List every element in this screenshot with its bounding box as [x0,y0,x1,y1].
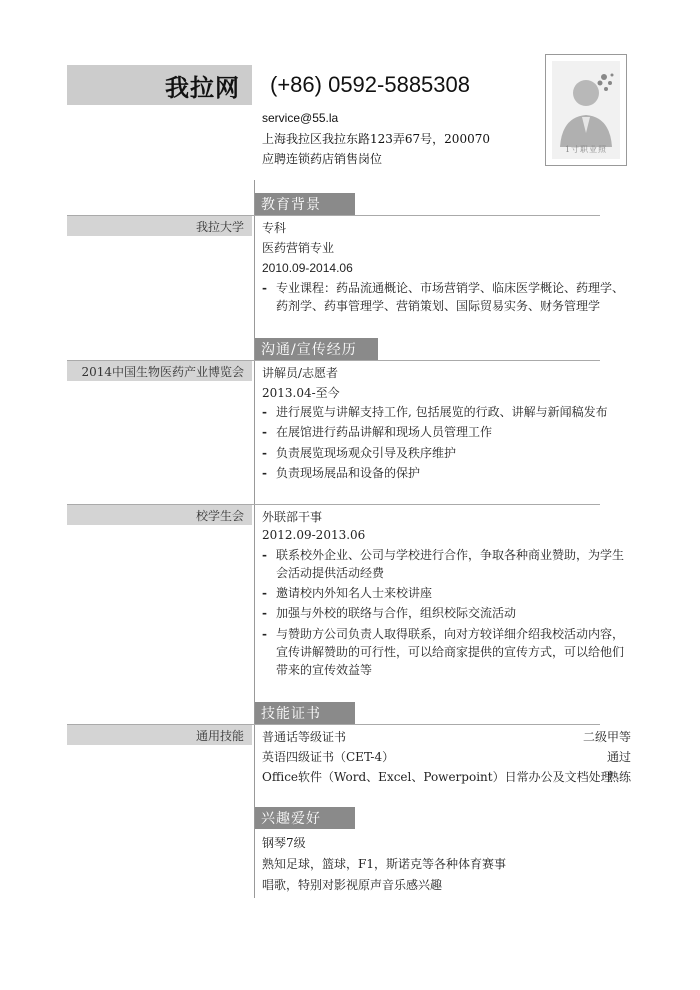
education-period: 2010.09-2014.06 [262,261,353,275]
list-item: - 进行展览与讲解支持工作, 包括展览的行政、讲解与新闻稿发布 [262,405,608,419]
candidate-name: 我拉网 [165,73,240,102]
avatar-placeholder-icon [552,61,620,159]
skill-level: 二级甲等 [582,730,631,744]
section-experience-heading: 沟通/宣传经历 [255,338,378,360]
bullet-icon: - [262,627,267,641]
experience-period: 2013.04-至今 [262,386,340,400]
email-address: service@55.la [262,111,339,125]
education-degree: 专科 [262,221,287,235]
phone-number: (+86) 0592-5885308 [270,72,470,97]
bullet-icon: - [262,466,267,480]
section-skills-heading: 技能证书 [255,702,355,724]
list-item: - 联系校外企业、公司与学校进行合作，争取各种商业赞助，为学生会活动提供活动经费 [262,548,625,580]
list-item: - 邀请校内外知名人士来校讲座 [262,586,433,600]
experience-role: 讲解员/志愿者 [262,366,339,380]
education-major: 医药营销专业 [262,241,335,255]
experience-org: 2014中国生物医药产业博览会 [67,361,252,381]
experience-period: 2012.09-2013.06 [262,528,366,542]
postal-address: 上海我拉区我拉东路123弄67号，200070 [262,132,490,146]
bullet-icon: - [262,405,267,419]
section-education-heading: 教育背景 [255,193,355,215]
name-banner [67,65,252,105]
skill-name: 普通话等级证书 [262,730,347,744]
hobby-item: 钢琴7级 [262,836,306,850]
list-item: - 负责现场展品和设备的保护 [262,466,421,480]
list-item: - 与赞助方公司负责人取得联系，向对方较详细介绍我校活动内容，宣传讲解赞助的可行性，可以给商家提供的宣传方式，可以给他们带来的宣传效益等 [262,627,625,677]
bullet-icon: - [262,281,267,295]
hobby-item: 唱歌，特别对影视原声音乐感兴趣 [262,878,443,892]
list-item: - 负责展览现场观众引导及秩序维护 [262,446,457,460]
skill-level: 通过 [606,750,631,764]
list-item: - 加强与外校的联络与合作，组织校际交流活动 [262,606,517,620]
profile-photo [545,54,627,166]
section-hobbies-heading: 兴趣爱好 [255,807,355,829]
bullet-icon: - [262,548,267,562]
hobby-item: 熟知足球，篮球，F1，斯诺克等各种体育赛事 [262,857,506,871]
bullet-icon: - [262,446,267,460]
skill-name: Office软件（Word、Excel、Powerpoint）日常办公及文档处理 [262,770,613,784]
skills-category: 通用技能 [67,725,252,745]
photo-caption: 1寸职业照 [564,145,608,154]
bullet-icon: - [262,425,267,439]
list-item: - 专业课程：药品流通概论、市场营销学、临床医学概论、药理学、药剂学、药事管理学、营销策划、国际贸易实务、财务管理学 [262,281,625,313]
experience-org: 校学生会 [67,505,252,525]
timeline-divider [254,180,255,898]
job-objective: 应聘连锁药店销售岗位 [262,152,383,166]
bullet-icon: - [262,586,267,600]
bullet-icon: - [262,606,267,620]
education-school: 我拉大学 [67,216,252,236]
list-item: - 在展馆进行药品讲解和现场人员管理工作 [262,425,493,439]
experience-role: 外联部干事 [262,510,323,524]
skill-level: 熟练 [606,770,631,784]
skill-name: 英语四级证书（CET-4） [262,750,395,764]
